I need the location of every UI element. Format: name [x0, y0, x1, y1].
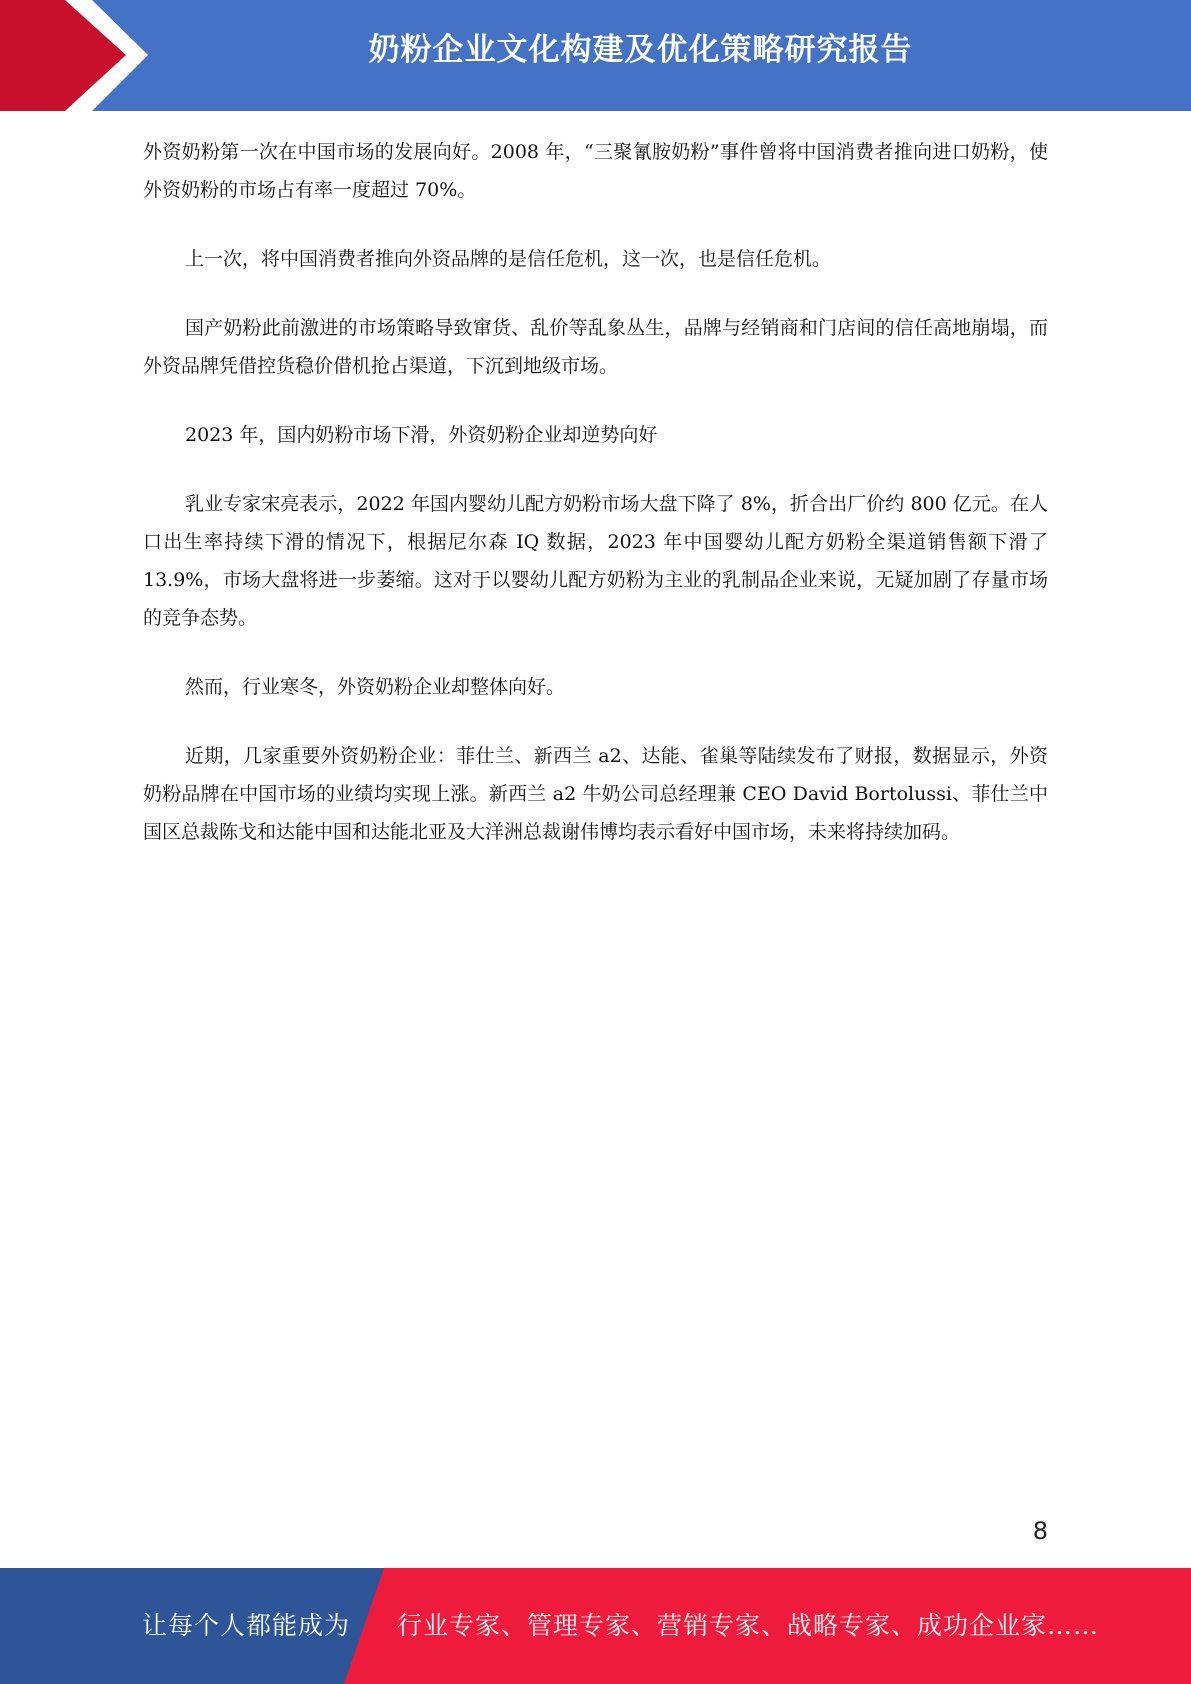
footer-slogan-left: 让每个人都能成为: [142, 1611, 351, 1640]
paragraph: 乳业专家宋亮表示，2022 年国内婴幼儿配方奶粉市场大盘下降了 8%，折合出厂价约 800 亿元。在人口出生率持续下滑的情况下，根据尼尔森 IQ 数据，2023 年中国婴幼儿配方奶粉全渠道销售额下滑了 13.9%，市场大盘将进一步萎缩。这对于以婴幼儿配方奶粉为主业的乳制品企业来说，无疑加剧了存量市场的竞争态势。: [143, 493, 1048, 629]
footer-slogan-right: 行业专家、管理专家、营销专家、战略专家、成功企业家……: [397, 1611, 1100, 1640]
paragraph: 然而，行业寒冬，外资奶粉企业却整体向好。: [185, 676, 566, 698]
paragraph: 国产奶粉此前激进的市场策略导致窜货、乱价等乱象丛生，品牌与经销商和门店间的信任高地崩塌，而外资品牌凭借控货稳价借机抢占渠道，下沉到地级市场。: [143, 317, 1048, 377]
page-header: [0, 0, 1191, 111]
page-number: 8: [1032, 1517, 1048, 1545]
paragraph: 上一次，将中国消费者推向外资品牌的是信任危机，这一次，也是信任危机。: [185, 248, 832, 270]
paragraph-subheading: 2023 年，国内奶粉市场下滑，外资奶粉企业却逆势向好: [185, 424, 658, 446]
paragraph: 外资奶粉第一次在中国市场的发展向好。2008 年，“三聚氰胺奶粉”事件曾将中国消费者推向进口奶粉，使外资奶粉的市场占有率一度超过 70%。: [143, 141, 1048, 201]
red-arrow-icon: [0, 0, 160, 111]
paragraph: 近期，几家重要外资奶粉企业：菲仕兰、新西兰 a2、达能、雀巢等陆续发布了财报，数据显示，外资奶粉品牌在中国市场的业绩均实现上涨。新西兰 a2 牛奶公司总经理兼 CEO David Bortolussi、菲仕兰中国区总裁陈戈和达能中国和达能北亚及大洋洲总裁谢伟博均表示看好中国市场，未来将持续加码。: [143, 745, 1048, 843]
document-body: [143, 133, 1048, 882]
report-title: 奶粉企业文化构建及优化策略研究报告: [368, 32, 913, 68]
page-footer: [0, 1568, 1191, 1684]
